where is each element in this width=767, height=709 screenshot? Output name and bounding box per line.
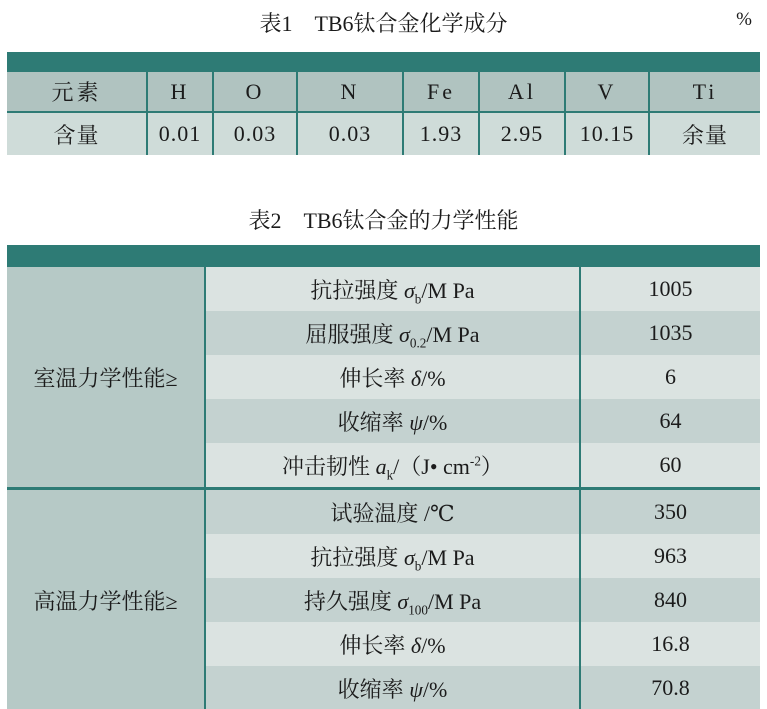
composition-value-cell: 余量 xyxy=(649,112,760,155)
property-symbol: σ xyxy=(403,544,415,570)
property-subscript: k xyxy=(386,466,394,482)
value-cell: 64 xyxy=(580,399,760,443)
value-cell: 1035 xyxy=(580,311,760,355)
table2-title: 表2 TB6钛合金的力学性能 xyxy=(248,208,519,233)
property-label: 伸长率 xyxy=(339,632,411,658)
table1-grid xyxy=(7,72,760,155)
table2-grid xyxy=(7,267,760,709)
property-subscript: b xyxy=(414,557,422,573)
element-header-cell: N xyxy=(297,72,403,112)
property-cell xyxy=(205,399,580,443)
element-header-cell: H xyxy=(147,72,213,112)
property-unit: /℃ xyxy=(423,500,455,526)
element-header-cell: O xyxy=(213,72,297,112)
value-cell: 840 xyxy=(580,578,760,622)
property-cell xyxy=(205,311,580,355)
property-cell xyxy=(205,578,580,622)
property-label: 持久强度 xyxy=(303,588,398,614)
table1-unit-note: % xyxy=(736,9,752,30)
element-header-cell: V xyxy=(565,72,649,112)
property-unit: /M Pa xyxy=(421,277,475,303)
property-cell xyxy=(205,443,580,489)
property-unit: /M Pa xyxy=(421,544,475,570)
property-symbol: a xyxy=(375,453,387,479)
property-subscript: b xyxy=(414,290,422,306)
property-unit: /% xyxy=(422,409,448,435)
property-label: 屈服强度 xyxy=(305,321,399,347)
value-cell: 70.8 xyxy=(580,666,760,709)
property-unit: /% xyxy=(421,365,446,391)
composition-value-cell: 0.03 xyxy=(297,112,403,155)
property-symbol: δ xyxy=(410,632,422,658)
property-label: 抗拉强度 xyxy=(310,277,404,303)
table1-data-row xyxy=(7,112,760,155)
property-symbol: ψ xyxy=(409,676,423,702)
property-unit: /M Pa xyxy=(426,321,480,347)
property-symbol: ψ xyxy=(409,409,423,435)
property-subscript: 100 xyxy=(408,601,428,617)
value-cell: 1005 xyxy=(580,267,760,311)
property-superscript: -2 xyxy=(469,453,481,469)
property-unit: /% xyxy=(421,632,446,658)
property-label: 冲击韧性 xyxy=(282,453,376,479)
property-label: 收缩率 xyxy=(337,676,410,702)
property-symbol: δ xyxy=(410,365,422,391)
table1-row-label: 含量 xyxy=(7,112,147,155)
property-unit: /M Pa xyxy=(427,588,482,614)
value-cell: 963 xyxy=(580,534,760,578)
composition-value-cell: 10.15 xyxy=(565,112,649,155)
table2 xyxy=(7,245,760,709)
property-symbol: σ xyxy=(398,321,410,347)
property-cell xyxy=(205,534,580,578)
property-cell xyxy=(205,666,580,709)
value-cell: 60 xyxy=(580,443,760,489)
value-cell: 6 xyxy=(580,355,760,399)
property-unit: /（J• cm xyxy=(393,453,470,479)
property-label: 伸长率 xyxy=(339,365,411,391)
property-unit-close: ） xyxy=(480,453,503,479)
property-cell xyxy=(205,622,580,666)
value-cell: 16.8 xyxy=(580,622,760,666)
table2-row xyxy=(7,489,760,535)
table2-group-cell-high-temp: 高温力学性能≥ xyxy=(7,489,205,709)
property-unit: /% xyxy=(422,676,448,702)
property-cell xyxy=(205,355,580,399)
table1-top-band xyxy=(7,52,760,72)
property-symbol: σ xyxy=(397,588,409,614)
composition-value-cell: 0.01 xyxy=(147,112,213,155)
table1-header-label: 元素 xyxy=(7,72,147,112)
property-label: 收缩率 xyxy=(337,409,410,435)
table1-title: 表1 TB6钛合金化学成分 xyxy=(259,11,508,36)
property-cell xyxy=(205,489,580,535)
table2-row xyxy=(7,267,760,311)
property-cell xyxy=(205,267,580,311)
element-header-cell: Fe xyxy=(403,72,479,112)
table1-header-row xyxy=(7,72,760,112)
value-cell: 350 xyxy=(580,489,760,535)
element-header-cell: Al xyxy=(479,72,565,112)
composition-value-cell: 0.03 xyxy=(213,112,297,155)
table2-top-band xyxy=(7,245,760,267)
table2-group-cell-room-temp: 室温力学性能≥ xyxy=(7,267,205,489)
property-symbol: σ xyxy=(403,277,415,303)
element-header-cell: Ti xyxy=(649,72,760,112)
property-label: 试验温度 xyxy=(330,500,424,526)
property-label: 抗拉强度 xyxy=(310,544,404,570)
property-subscript: 0.2 xyxy=(409,334,427,350)
composition-value-cell: 2.95 xyxy=(479,112,565,155)
composition-value-cell: 1.93 xyxy=(403,112,479,155)
table1 xyxy=(7,52,760,155)
